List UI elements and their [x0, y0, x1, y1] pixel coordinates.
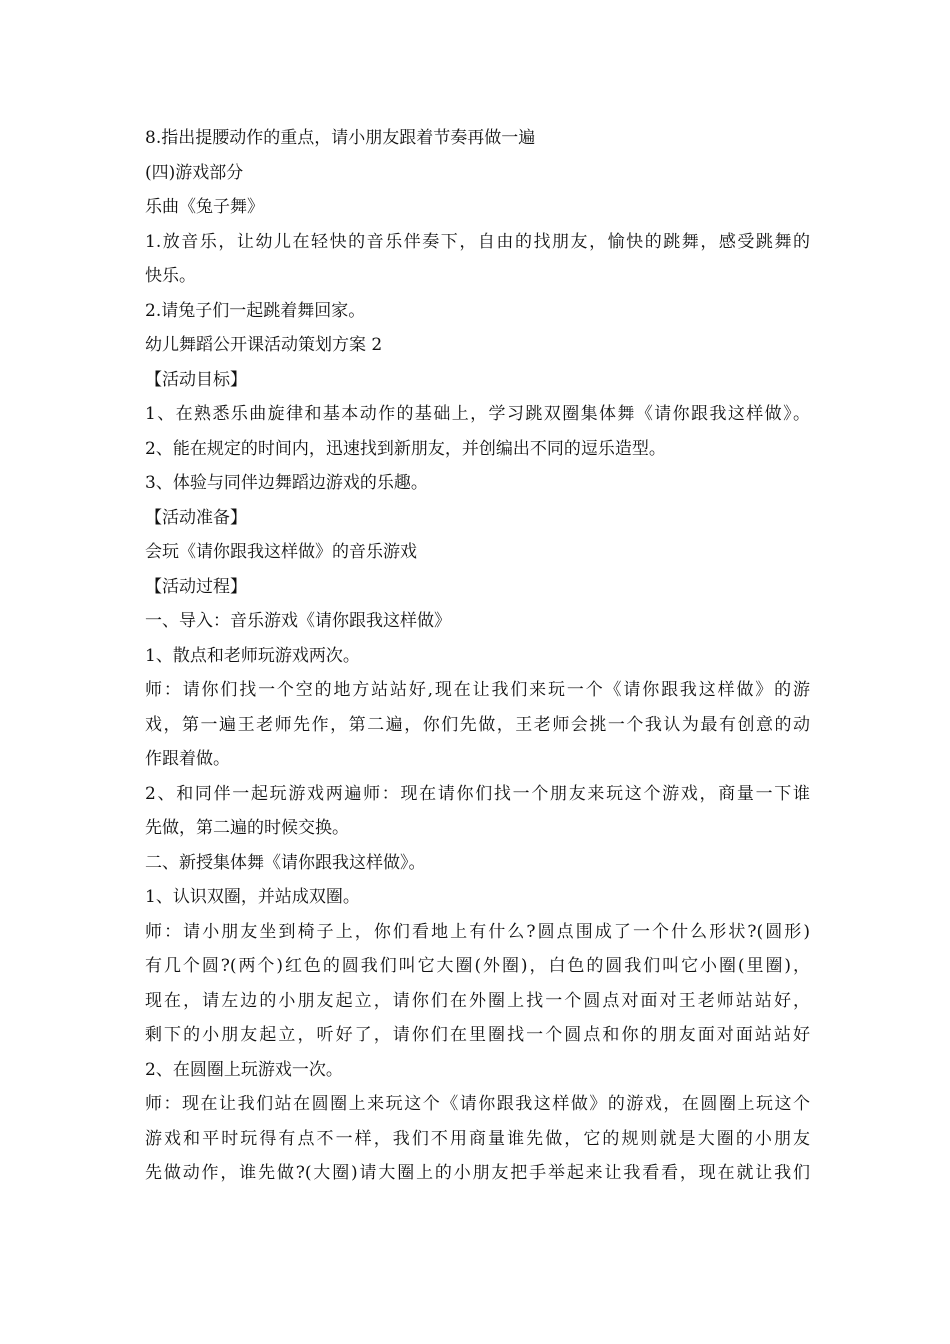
- text-line: 师：请你们找一个空的地方站站好,现在让我们来玩一个《请你跟我这样做》的游: [145, 680, 810, 700]
- text-line: 幼儿舞蹈公开课活动策划方案 2: [145, 335, 383, 355]
- text-line: 【活动过程】: [145, 576, 247, 597]
- text-line: 一、导入：音乐游戏《请你跟我这样做》: [145, 611, 451, 631]
- text-line: 先做动作，谁先做?(大圈)请大圈上的小朋友把手举起来让我看看，现在就让我们: [145, 1163, 810, 1183]
- text-line: 现在，请左边的小朋友起立，请你们在外圈上找一个圆点对面对王老师站站好，: [145, 990, 810, 1011]
- text-line: 快乐。: [145, 266, 196, 286]
- text-line: 【活动准备】: [145, 507, 247, 528]
- text-line: 剩下的小朋友起立，听好了，请你们在里圈找一个圆点和你的朋友面对面站站好: [145, 1025, 810, 1045]
- text-line: 2、能在规定的时间内，迅速找到新朋友，并创编出不同的逗乐造型。: [145, 438, 666, 459]
- text-line: 【活动目标】: [145, 369, 247, 390]
- text-line: 会玩《请你跟我这样做》的音乐游戏: [145, 542, 417, 562]
- text-line: 师：现在让我们站在圆圈上来玩这个《请你跟我这样做》的游戏，在圆圈上玩这个: [145, 1094, 810, 1114]
- text-line: (四)游戏部分: [145, 162, 244, 183]
- text-line: 2、和同伴一起玩游戏两遍师：现在请你们找一个朋友来玩这个游戏，商量一下谁: [145, 783, 810, 804]
- text-line: 1、认识双圈，并站成双圈。: [145, 887, 360, 907]
- text-line: 师：请小朋友坐到椅子上，你们看地上有什么?圆点围成了一个什么形状?(圆形): [145, 921, 810, 942]
- text-line: 2.请兔子们一起跳着舞回家。: [145, 300, 366, 321]
- text-line: 2、在圆圈上玩游戏一次。: [145, 1059, 343, 1080]
- text-line: 1.放音乐，让幼儿在轻快的音乐伴奏下，自由的找朋友，愉快的跳舞，感受跳舞的: [145, 231, 810, 252]
- text-line: 3、体验与同伴边舞蹈边游戏的乐趣。: [145, 473, 428, 493]
- text-line: 1、散点和老师玩游戏两次。: [145, 645, 360, 666]
- text-line: 有几个圆?(两个)红色的圆我们叫它大圈(外圈)，白色的圆我们叫它小圈(里圈)，: [145, 956, 810, 976]
- text-line: 作跟着做。: [145, 749, 230, 769]
- text-line: 1、在熟悉乐曲旋律和基本动作的基础上，学习跳双圈集体舞《请你跟我这样做》。: [145, 404, 810, 424]
- text-line: 先做，第二遍的时候交换。: [145, 818, 349, 838]
- text-line: 戏，第一遍王老师先作，第二遍，你们先做，王老师会挑一个我认为最有创意的动: [145, 714, 810, 735]
- document-body: [145, 121, 810, 1191]
- text-line: 乐曲《兔子舞》: [145, 197, 264, 217]
- text-line: 游戏和平时玩得有点不一样，我们不用商量谁先做，它的规则就是大圈的小朋友: [145, 1128, 810, 1149]
- text-line: 8.指出提腰动作的重点，请小朋友跟着节奏再做一遍: [145, 128, 536, 148]
- text-line: 二、新授集体舞《请你跟我这样做》。: [145, 852, 426, 873]
